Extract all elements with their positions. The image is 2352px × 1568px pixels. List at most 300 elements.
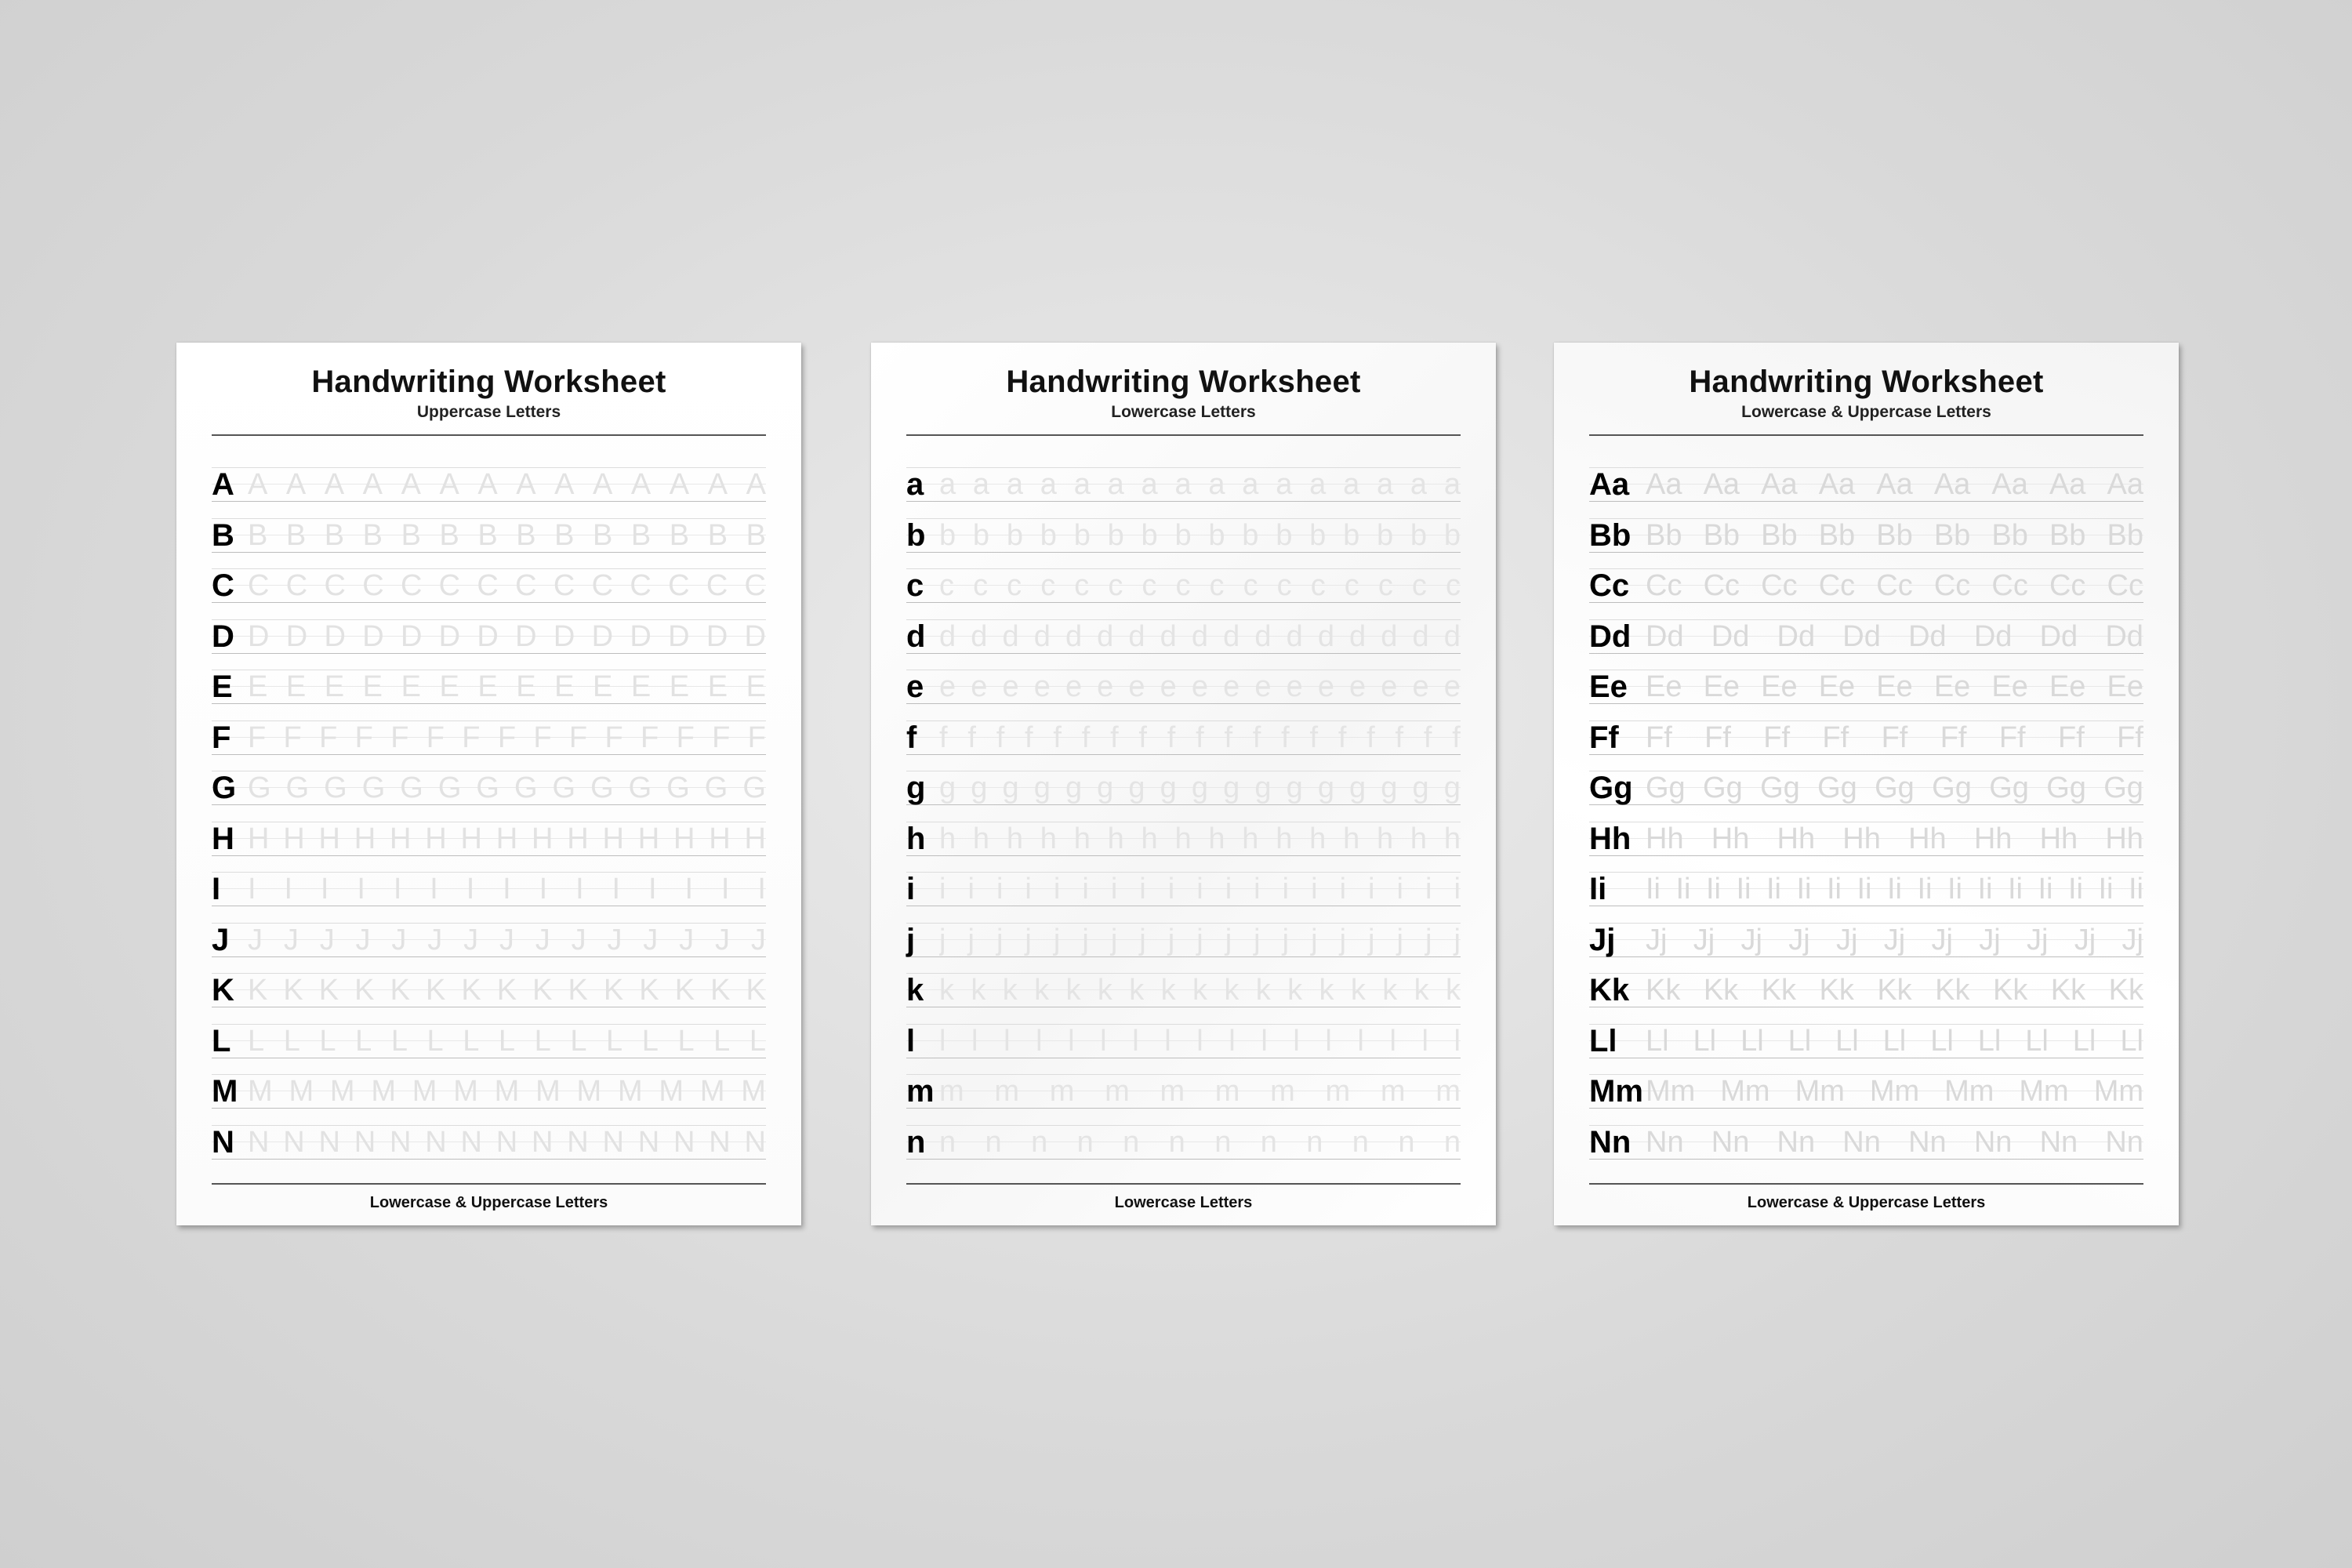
trace-letter: E	[746, 670, 766, 703]
trace-letter: Kk	[1935, 974, 1970, 1007]
letter-label: J	[212, 922, 230, 957]
trace-letter: h	[1443, 822, 1461, 855]
trace-letter: m	[1160, 1075, 1185, 1108]
trace-letter: C	[591, 569, 614, 602]
trace-letter: d	[971, 619, 988, 653]
trace-letter: k	[1224, 974, 1240, 1007]
trace-letter: i	[1225, 873, 1232, 906]
trace-letter: e	[1443, 670, 1461, 703]
trace-letter: M	[248, 1075, 273, 1108]
trace-letter: Mm	[2019, 1075, 2069, 1108]
trace-letter: i	[1425, 873, 1432, 906]
trace-letters	[1646, 971, 2143, 1010]
trace-letter: n	[1352, 1125, 1369, 1159]
trace-letter: i	[1025, 873, 1032, 906]
trace-letter: D	[362, 619, 384, 653]
trace-letter: Gg	[1989, 771, 2029, 804]
trace-letter: G	[285, 771, 310, 804]
trace-letter: H	[354, 822, 376, 855]
trace-letter: g	[1381, 771, 1398, 804]
trace-letter: Aa	[1876, 468, 1913, 501]
trace-letter: j	[1082, 923, 1089, 956]
trace-letter: Ii	[1796, 873, 1812, 906]
letter-label: Hh	[1589, 821, 1632, 856]
trace-letter: a	[1174, 468, 1192, 501]
trace-letters	[1646, 1123, 2143, 1162]
trace-letter: Mm	[1720, 1075, 1770, 1108]
trace-letter: K	[568, 974, 588, 1007]
trace-letter: L	[390, 1024, 408, 1058]
trace-letter: Gg	[1703, 771, 1743, 804]
trace-letter: N	[673, 1125, 695, 1159]
letter-label: j	[906, 922, 916, 957]
trace-letter: Ii	[1977, 873, 1993, 906]
trace-letter: f	[1081, 720, 1091, 754]
trace-letter: D	[400, 619, 423, 653]
trace-letter: D	[515, 619, 537, 653]
trace-letter: Kk	[1646, 974, 1681, 1007]
trace-letter: Ll	[1646, 1024, 1669, 1058]
practice-row	[906, 1067, 1461, 1118]
trace-letter: f	[1252, 720, 1261, 754]
trace-letter: a	[1376, 468, 1394, 501]
trace-letter: k	[1002, 974, 1018, 1007]
trace-letter: Bb	[1703, 518, 1740, 552]
letter-label: n	[906, 1124, 926, 1160]
trace-letter: m	[994, 1075, 1020, 1108]
trace-letter: e	[1065, 670, 1083, 703]
trace-letter: L	[355, 1024, 372, 1058]
trace-letter: l	[1068, 1024, 1075, 1058]
bottom-divider	[1589, 1183, 2143, 1185]
worksheet-title: Handwriting Worksheet	[1006, 365, 1361, 399]
trace-letter: N	[709, 1125, 731, 1159]
trace-letter: E	[516, 670, 536, 703]
trace-letter: h	[1376, 822, 1394, 855]
trace-letters	[248, 920, 766, 960]
trace-letter: d	[1349, 619, 1367, 653]
trace-letter: i	[967, 873, 975, 906]
trace-letter: n	[1123, 1125, 1140, 1159]
trace-letter: f	[1167, 720, 1176, 754]
trace-letters	[939, 920, 1461, 960]
trace-letter: Hh	[1908, 822, 1947, 855]
trace-letter: Kk	[1703, 974, 1739, 1007]
trace-letter: Kk	[1819, 974, 1854, 1007]
trace-letter: B	[593, 518, 613, 552]
trace-letter: Cc	[1646, 569, 1682, 602]
trace-letter: e	[1033, 670, 1051, 703]
trace-letter: Nn	[1711, 1125, 1750, 1159]
trace-letter: H	[709, 822, 731, 855]
trace-letters	[248, 667, 766, 706]
trace-letter: b	[1107, 518, 1124, 552]
trace-letter: h	[1309, 822, 1327, 855]
trace-letter: N	[390, 1125, 412, 1159]
trace-letter: C	[248, 569, 270, 602]
trace-letter: F	[354, 720, 373, 754]
trace-letter: j	[939, 923, 946, 956]
trace-letter: f	[1138, 720, 1147, 754]
trace-letters	[248, 1123, 766, 1162]
letter-label: Dd	[1589, 619, 1632, 654]
trace-letter: j	[1311, 923, 1318, 956]
trace-letter: C	[553, 569, 575, 602]
trace-letter: J	[750, 923, 766, 956]
trace-letter: i	[1368, 873, 1375, 906]
practice-row	[906, 815, 1461, 866]
trace-letter: a	[1410, 468, 1428, 501]
trace-letter: Nn	[1973, 1125, 2013, 1159]
trace-letter: Ll	[1835, 1024, 1859, 1058]
trace-letter: e	[1349, 670, 1367, 703]
trace-letter: H	[744, 822, 766, 855]
worksheet-uppercase	[176, 343, 801, 1225]
trace-letter: M	[535, 1075, 561, 1108]
trace-letter: M	[453, 1075, 478, 1108]
trace-letter: d	[1097, 619, 1114, 653]
trace-letter: J	[535, 923, 550, 956]
trace-letter: F	[747, 720, 766, 754]
trace-letter: Gg	[1760, 771, 1800, 804]
trace-letter: g	[1097, 771, 1114, 804]
trace-letter: D	[630, 619, 652, 653]
trace-letter: Ii	[1917, 873, 1933, 906]
practice-rows	[1589, 460, 2143, 1168]
trace-letter: K	[425, 974, 446, 1007]
trace-letter: g	[1412, 771, 1429, 804]
trace-letter: m	[1105, 1075, 1130, 1108]
trace-letter: K	[532, 974, 553, 1007]
trace-letter: A	[477, 468, 498, 501]
trace-letter: Bb	[2107, 518, 2143, 552]
practice-row	[212, 1017, 766, 1068]
trace-letter: N	[248, 1125, 270, 1159]
trace-letter: i	[1082, 873, 1089, 906]
trace-letter: Ii	[1646, 873, 1661, 906]
letter-label: G	[212, 771, 237, 805]
trace-letter: H	[637, 822, 660, 855]
top-divider	[906, 434, 1461, 436]
trace-letter: h	[1208, 822, 1225, 855]
trace-letter: l	[1004, 1024, 1011, 1058]
trace-letters	[939, 1123, 1461, 1162]
letter-label: m	[906, 1074, 935, 1109]
trace-letter: E	[362, 670, 383, 703]
trace-letters	[248, 869, 766, 909]
trace-letters	[1646, 516, 2143, 555]
trace-letter: f	[1224, 720, 1232, 754]
trace-letter: Nn	[1908, 1125, 1947, 1159]
trace-letter: l	[1357, 1024, 1364, 1058]
trace-letter: Ll	[1882, 1024, 1907, 1058]
trace-letter: G	[704, 771, 728, 804]
trace-letter: Ii	[2068, 873, 2083, 906]
trace-letter: e	[1160, 670, 1177, 703]
trace-letter: Aa	[2107, 468, 2143, 501]
trace-letters	[1646, 718, 2143, 757]
trace-letter: a	[939, 468, 956, 501]
trace-letter: Ii	[1706, 873, 1721, 906]
practice-row	[906, 1118, 1461, 1169]
trace-letter: N	[354, 1125, 376, 1159]
trace-letter: e	[1223, 670, 1240, 703]
trace-letter: Gg	[1817, 771, 1857, 804]
trace-letters	[248, 516, 766, 555]
trace-letter: Jj	[2074, 923, 2096, 956]
practice-row	[212, 815, 766, 866]
trace-letter: J	[248, 923, 263, 956]
trace-letter: d	[1128, 619, 1145, 653]
trace-letter: E	[439, 670, 459, 703]
trace-letter: f	[1338, 720, 1347, 754]
practice-row	[906, 764, 1461, 815]
trace-letter: B	[285, 518, 307, 552]
trace-letter: I	[503, 873, 511, 906]
trace-letters	[939, 465, 1461, 504]
trace-letter: m	[1325, 1075, 1351, 1108]
trace-letters	[1646, 920, 2143, 960]
trace-letter: Ff	[2057, 720, 2085, 754]
trace-letter: M	[741, 1075, 766, 1108]
trace-letter: M	[576, 1075, 602, 1108]
trace-letters	[1646, 1022, 2143, 1061]
trace-letter: Bb	[1761, 518, 1798, 552]
trace-letter: Aa	[1646, 468, 1682, 501]
trace-letter: K	[674, 974, 695, 1007]
trace-letter: e	[1191, 670, 1209, 703]
trace-letter: b	[1376, 518, 1394, 552]
trace-letter: J	[463, 923, 479, 956]
trace-letter: I	[575, 873, 584, 906]
trace-letter: c	[1175, 569, 1191, 602]
letter-label: c	[906, 568, 924, 603]
trace-letter: K	[710, 974, 731, 1007]
trace-letter: E	[324, 670, 345, 703]
trace-letters	[1646, 566, 2143, 605]
trace-letter: E	[285, 670, 307, 703]
trace-letter: b	[1040, 518, 1057, 552]
trace-letter: l	[1421, 1024, 1428, 1058]
trace-letter: Ee	[2049, 670, 2086, 703]
trace-letter: L	[283, 1024, 300, 1058]
trace-letter: J	[571, 923, 586, 956]
trace-letter: Bb	[2049, 518, 2086, 552]
trace-letters	[248, 566, 766, 605]
trace-letters	[1646, 869, 2143, 909]
trace-letter: b	[1410, 518, 1428, 552]
trace-letter: Cc	[1876, 569, 1913, 602]
trace-letter: g	[1349, 771, 1367, 804]
trace-letter: Aa	[1991, 468, 2028, 501]
trace-letter: d	[1381, 619, 1398, 653]
practice-row	[1589, 713, 2143, 764]
trace-letter: c	[1411, 569, 1427, 602]
letter-label: Kk	[1589, 973, 1630, 1007]
trace-letter: Jj	[1979, 923, 2001, 956]
trace-letters	[1646, 768, 2143, 808]
trace-letter: f	[1395, 720, 1404, 754]
trace-letter: E	[630, 670, 652, 703]
trace-letter: Cc	[2049, 569, 2086, 602]
worksheet-subtitle: Uppercase Letters	[416, 403, 561, 421]
trace-letter: h	[1006, 822, 1023, 855]
trace-letter: Dd	[1711, 619, 1750, 653]
trace-letter: d	[1412, 619, 1429, 653]
letter-label: Aa	[1589, 467, 1630, 502]
trace-letter: a	[1141, 468, 1158, 501]
trace-letter: j	[1025, 923, 1032, 956]
trace-letter: L	[498, 1024, 516, 1058]
trace-letter: d	[1286, 619, 1303, 653]
practice-row	[1589, 764, 2143, 815]
practice-row	[906, 1017, 1461, 1068]
trace-letters	[939, 617, 1461, 656]
trace-letter: F	[319, 720, 338, 754]
trace-letter: n	[1076, 1125, 1094, 1159]
trace-letters	[939, 718, 1461, 757]
letter-label: D	[212, 619, 234, 654]
trace-letter: Ll	[1740, 1024, 1764, 1058]
trace-letter: Ii	[1736, 873, 1751, 906]
letter-label: N	[212, 1124, 234, 1160]
trace-letter: M	[371, 1075, 396, 1108]
trace-letter: G	[361, 771, 386, 804]
trace-letter: L	[641, 1024, 659, 1058]
letter-label: A	[212, 467, 234, 502]
trace-letter: k	[1097, 974, 1112, 1007]
trace-letter: Bb	[1818, 518, 1856, 552]
trace-letter: k	[1350, 974, 1366, 1007]
trace-letter: c	[1142, 569, 1157, 602]
trace-letter: i	[1282, 873, 1290, 906]
trace-letter: I	[248, 873, 256, 906]
trace-letters	[248, 1022, 766, 1061]
trace-letter: m	[1214, 1075, 1240, 1108]
trace-letters	[939, 1072, 1461, 1111]
trace-letter: J	[355, 923, 371, 956]
trace-letter: Mm	[2093, 1075, 2143, 1108]
trace-letter: l	[1196, 1024, 1203, 1058]
trace-letter: b	[1006, 518, 1023, 552]
trace-letters	[939, 667, 1461, 706]
worksheet-mixed-case	[1554, 343, 2179, 1225]
trace-letter: c	[1276, 569, 1292, 602]
trace-letter: Kk	[2108, 974, 2143, 1007]
trace-letter: g	[1223, 771, 1240, 804]
trace-letter: g	[1160, 771, 1177, 804]
trace-letter: a	[1309, 468, 1327, 501]
trace-letter: k	[1034, 974, 1050, 1007]
trace-letters	[939, 768, 1461, 808]
trace-letter: Dd	[2039, 619, 2078, 653]
trace-letter: I	[466, 873, 475, 906]
practice-row	[906, 561, 1461, 612]
trace-letters	[248, 617, 766, 656]
worksheet-footer: Lowercase & Uppercase Letters	[1747, 1194, 1986, 1211]
trace-letter: D	[324, 619, 346, 653]
letter-label: d	[906, 619, 926, 654]
trace-letter: k	[1287, 974, 1303, 1007]
trace-letter: Hh	[1777, 822, 1816, 855]
practice-row	[212, 662, 766, 713]
trace-letter: D	[553, 619, 575, 653]
trace-letter: Nn	[1842, 1125, 1881, 1159]
trace-letters	[248, 768, 766, 808]
letter-label: a	[906, 467, 924, 502]
trace-letter: H	[567, 822, 589, 855]
trace-letter: A	[324, 468, 345, 501]
trace-letter: g	[1128, 771, 1145, 804]
trace-letter: b	[1276, 518, 1293, 552]
trace-letter: Ii	[1675, 873, 1691, 906]
trace-letter: Dd	[1973, 619, 2013, 653]
trace-letter: K	[283, 974, 303, 1007]
letter-label: F	[212, 720, 231, 755]
trace-letter: I	[284, 873, 293, 906]
trace-letter: m	[939, 1075, 964, 1108]
letter-label: k	[906, 973, 924, 1007]
trace-letter: i	[1454, 873, 1461, 906]
practice-row	[906, 713, 1461, 764]
trace-letter: n	[1306, 1125, 1323, 1159]
trace-letters	[248, 1072, 766, 1111]
trace-letter: Ii	[1827, 873, 1842, 906]
trace-letter: J	[679, 923, 695, 956]
trace-letter: Ii	[2098, 873, 2114, 906]
trace-letter: h	[1343, 822, 1360, 855]
trace-letter: l	[1036, 1024, 1043, 1058]
trace-letter: M	[699, 1075, 725, 1108]
trace-letter: E	[669, 670, 690, 703]
trace-letter: g	[1317, 771, 1334, 804]
practice-row	[1589, 865, 2143, 916]
trace-letter: i	[1339, 873, 1347, 906]
trace-letter: H	[460, 822, 482, 855]
trace-letter: H	[602, 822, 624, 855]
trace-letter: c	[1040, 569, 1056, 602]
trace-letter: Jj	[1788, 923, 1810, 956]
trace-letter: m	[1049, 1075, 1075, 1108]
trace-letter: j	[1196, 923, 1203, 956]
practice-row	[906, 916, 1461, 967]
trace-letter: L	[749, 1024, 766, 1058]
letter-label: Ii	[1589, 872, 1607, 906]
trace-letter: Ll	[1788, 1024, 1812, 1058]
trace-letter: Aa	[1761, 468, 1798, 501]
trace-letter: a	[972, 468, 990, 501]
trace-letter: d	[939, 619, 956, 653]
practice-row	[212, 511, 766, 562]
practice-row	[212, 713, 766, 764]
trace-letter: Ii	[1857, 873, 1872, 906]
trace-letter: k	[971, 974, 986, 1007]
letter-label: Bb	[1589, 517, 1632, 553]
trace-letter: E	[477, 670, 498, 703]
trace-letter: I	[430, 873, 438, 906]
trace-letter: f	[1025, 720, 1033, 754]
trace-letter: Cc	[1933, 569, 1971, 602]
trace-letter: F	[604, 720, 623, 754]
letter-label: Ee	[1589, 670, 1628, 704]
practice-row	[906, 865, 1461, 916]
trace-letter: Mm	[1869, 1075, 1920, 1108]
trace-letter: c	[1108, 569, 1123, 602]
trace-letters	[1646, 667, 2143, 706]
trace-letter: Dd	[1908, 619, 1947, 653]
trace-letter: Gg	[1646, 771, 1686, 804]
worksheet-subtitle: Lowercase Letters	[1111, 403, 1256, 421]
